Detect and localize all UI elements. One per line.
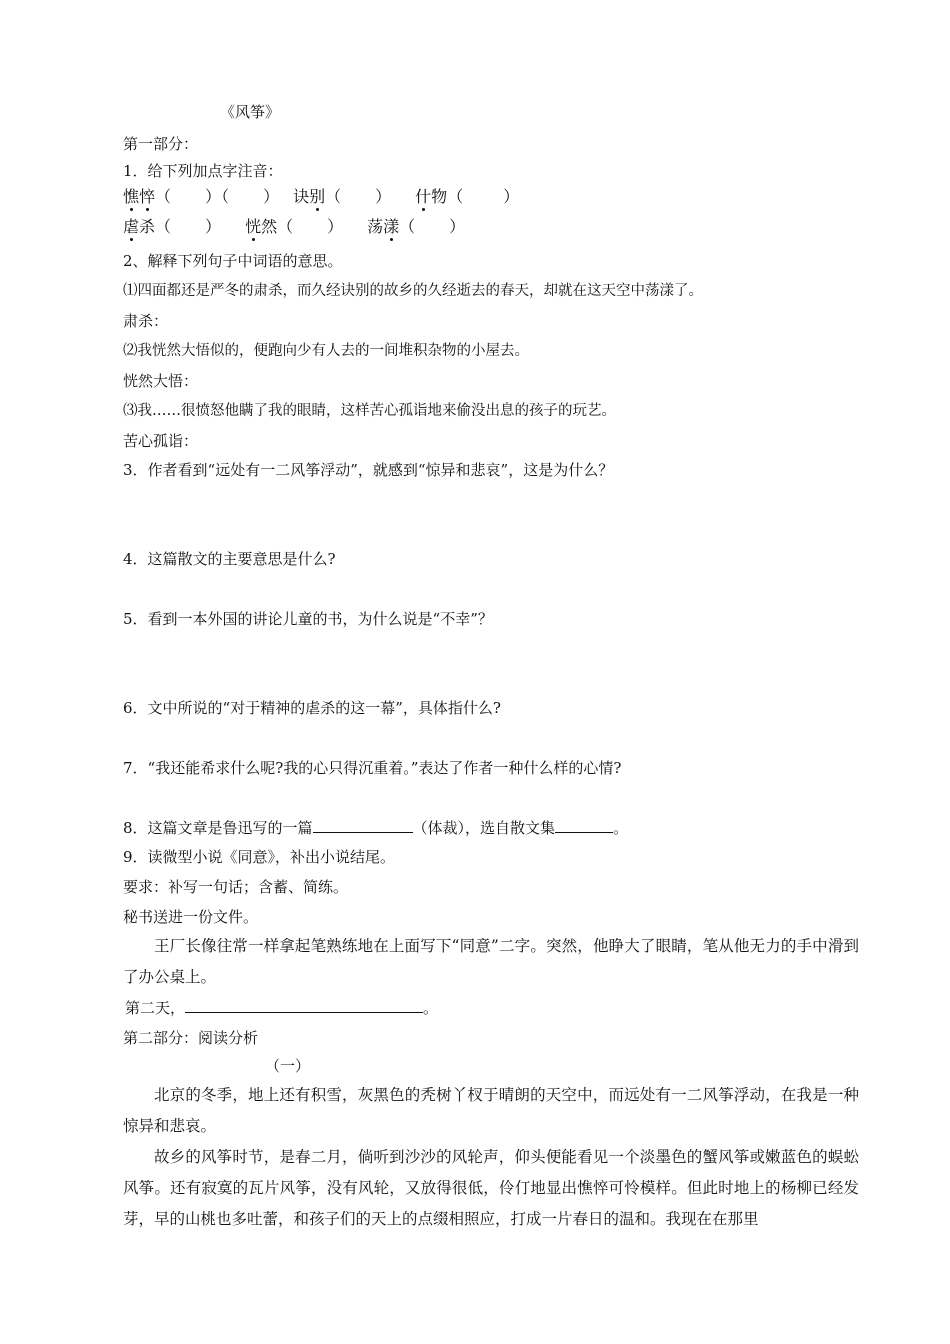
dotted-char: 恍 — [245, 217, 262, 236]
plain-char: 物 — [431, 187, 448, 206]
paren-close: ） — [205, 187, 222, 206]
q9-requirement: 要求：补写一句话；含蓄、简练。 — [123, 878, 349, 896]
q9-story-paragraph: 王厂长像往常一样拿起笔熟练地在上面写下“同意”二字。突然，他睁大了眼睛，笔从他无力的手中滑到了办公桌上。 — [123, 937, 859, 986]
collection-blank[interactable] — [555, 817, 613, 833]
dotted-char: 漾 — [383, 217, 400, 236]
q2-term-3: 苦心孤诣： — [123, 432, 199, 450]
dotted-char: 什 — [415, 187, 432, 206]
reading-paragraph-1: 北京的冬季，地上还有积雪，灰黑色的秃树丫杈于晴朗的天空中，而远处有一二风筝浮动，在我是一种惊异和悲哀。 — [123, 1086, 859, 1135]
q2-term-1: 肃杀： — [123, 312, 169, 330]
q8-text-b: （体裁），选自散文集 — [412, 819, 556, 837]
part2-heading: 第二部分：阅读分析 — [123, 1029, 259, 1047]
paren-open: （ — [399, 217, 416, 236]
q2-sentence-3: ⑶我……很愤怒他瞒了我的眼睛，这样苦心孤诣地来偷没出息的孩子的玩艺。 — [123, 403, 616, 419]
q8-text-c: 。 — [613, 819, 629, 837]
paren-open: （ — [155, 187, 172, 206]
q9-ending-text: 第二天， — [125, 999, 186, 1017]
dotted-char: 悴 — [139, 187, 156, 206]
paren-close: ） — [449, 217, 466, 236]
question-2: 2、解释下列句子中词语的意思。 — [123, 252, 343, 270]
paren-open: （ — [277, 217, 294, 236]
pinyin-row-2 — [123, 216, 465, 238]
plain-char: 荡 — [367, 217, 384, 236]
question-4: 4．这篇散文的主要意思是什么? — [123, 550, 336, 568]
paren-close: ） — [375, 187, 392, 206]
paren-close: ） — [263, 187, 280, 206]
paren-open: （ — [155, 217, 172, 236]
question-1: 1．给下列加点字注音： — [123, 162, 283, 180]
plain-char: 诀 — [293, 187, 310, 206]
paren-close: ） — [503, 187, 520, 206]
q9-ending-period: 。 — [423, 999, 439, 1017]
q9-story-line-1: 秘书送进一份文件。 — [123, 908, 259, 926]
q9-ending — [123, 997, 438, 1019]
question-5: 5．看到一本外国的讲论儿童的书，为什么说是“不幸”？ — [123, 610, 493, 628]
question-9: 9．读微型小说《同意》，补出小说结尾。 — [123, 848, 396, 866]
document-title: 《风筝》 — [220, 103, 281, 121]
plain-char: 然 — [261, 217, 278, 236]
pinyin-row-1 — [123, 186, 519, 208]
q2-sentence-2: ⑵我恍然大悟似的，便跑向少有人去的一间堆积杂物的小屋去。 — [123, 343, 529, 359]
paren-open: （ — [325, 187, 342, 206]
section-number: （一） — [265, 1057, 311, 1075]
part1-heading: 第一部分： — [123, 135, 199, 153]
paren-open: （ — [221, 187, 230, 206]
plain-char: 杀 — [139, 217, 156, 236]
question-7: 7．“我还能希求什么呢?我的心只得沉重着。”表达了作者一种什么样的心情? — [123, 759, 622, 777]
paren-close: ） — [327, 217, 344, 236]
dotted-char: 憔 — [123, 187, 140, 206]
reading-paragraph-2: 故乡的风筝时节，是春二月，倘听到沙沙的风轮声，仰头便能看见一个淡墨色的蟹风筝或嫩蓝色的蜈蚣风筝。还有寂寞的瓦片风筝，没有风轮，又放得很低，伶仃地显出憔悴可怜模样。但此时地上的杨柳已经发芽，早的山桃也多吐蕾，和孩子们的天上的点缀相照应，打成一片春日的温和。我现在在那里 — [123, 1148, 859, 1228]
dotted-char: 别 — [309, 187, 326, 206]
q8-text-a: 8．这篇文章是鲁迅写的一篇 — [123, 819, 313, 837]
q2-sentence-1: ⑴四面都还是严冬的肃杀，而久经诀别的故乡的久经逝去的春天，却就在这天空中荡漾了。 — [123, 283, 703, 299]
q2-term-2: 恍然大悟： — [123, 372, 199, 390]
genre-blank[interactable] — [313, 817, 413, 833]
question-8 — [123, 817, 628, 839]
paren-close: ） — [205, 217, 222, 236]
dotted-char: 虐 — [123, 217, 140, 236]
ending-blank[interactable] — [185, 997, 423, 1013]
question-6: 6．文中所说的“对于精神的虐杀的这一幕”，具体指什么? — [123, 699, 501, 717]
question-3: 3．作者看到“远处有一二风筝浮动”，就感到“惊异和悲哀”，这是为什么？ — [123, 461, 614, 479]
paren-open: （ — [447, 187, 464, 206]
